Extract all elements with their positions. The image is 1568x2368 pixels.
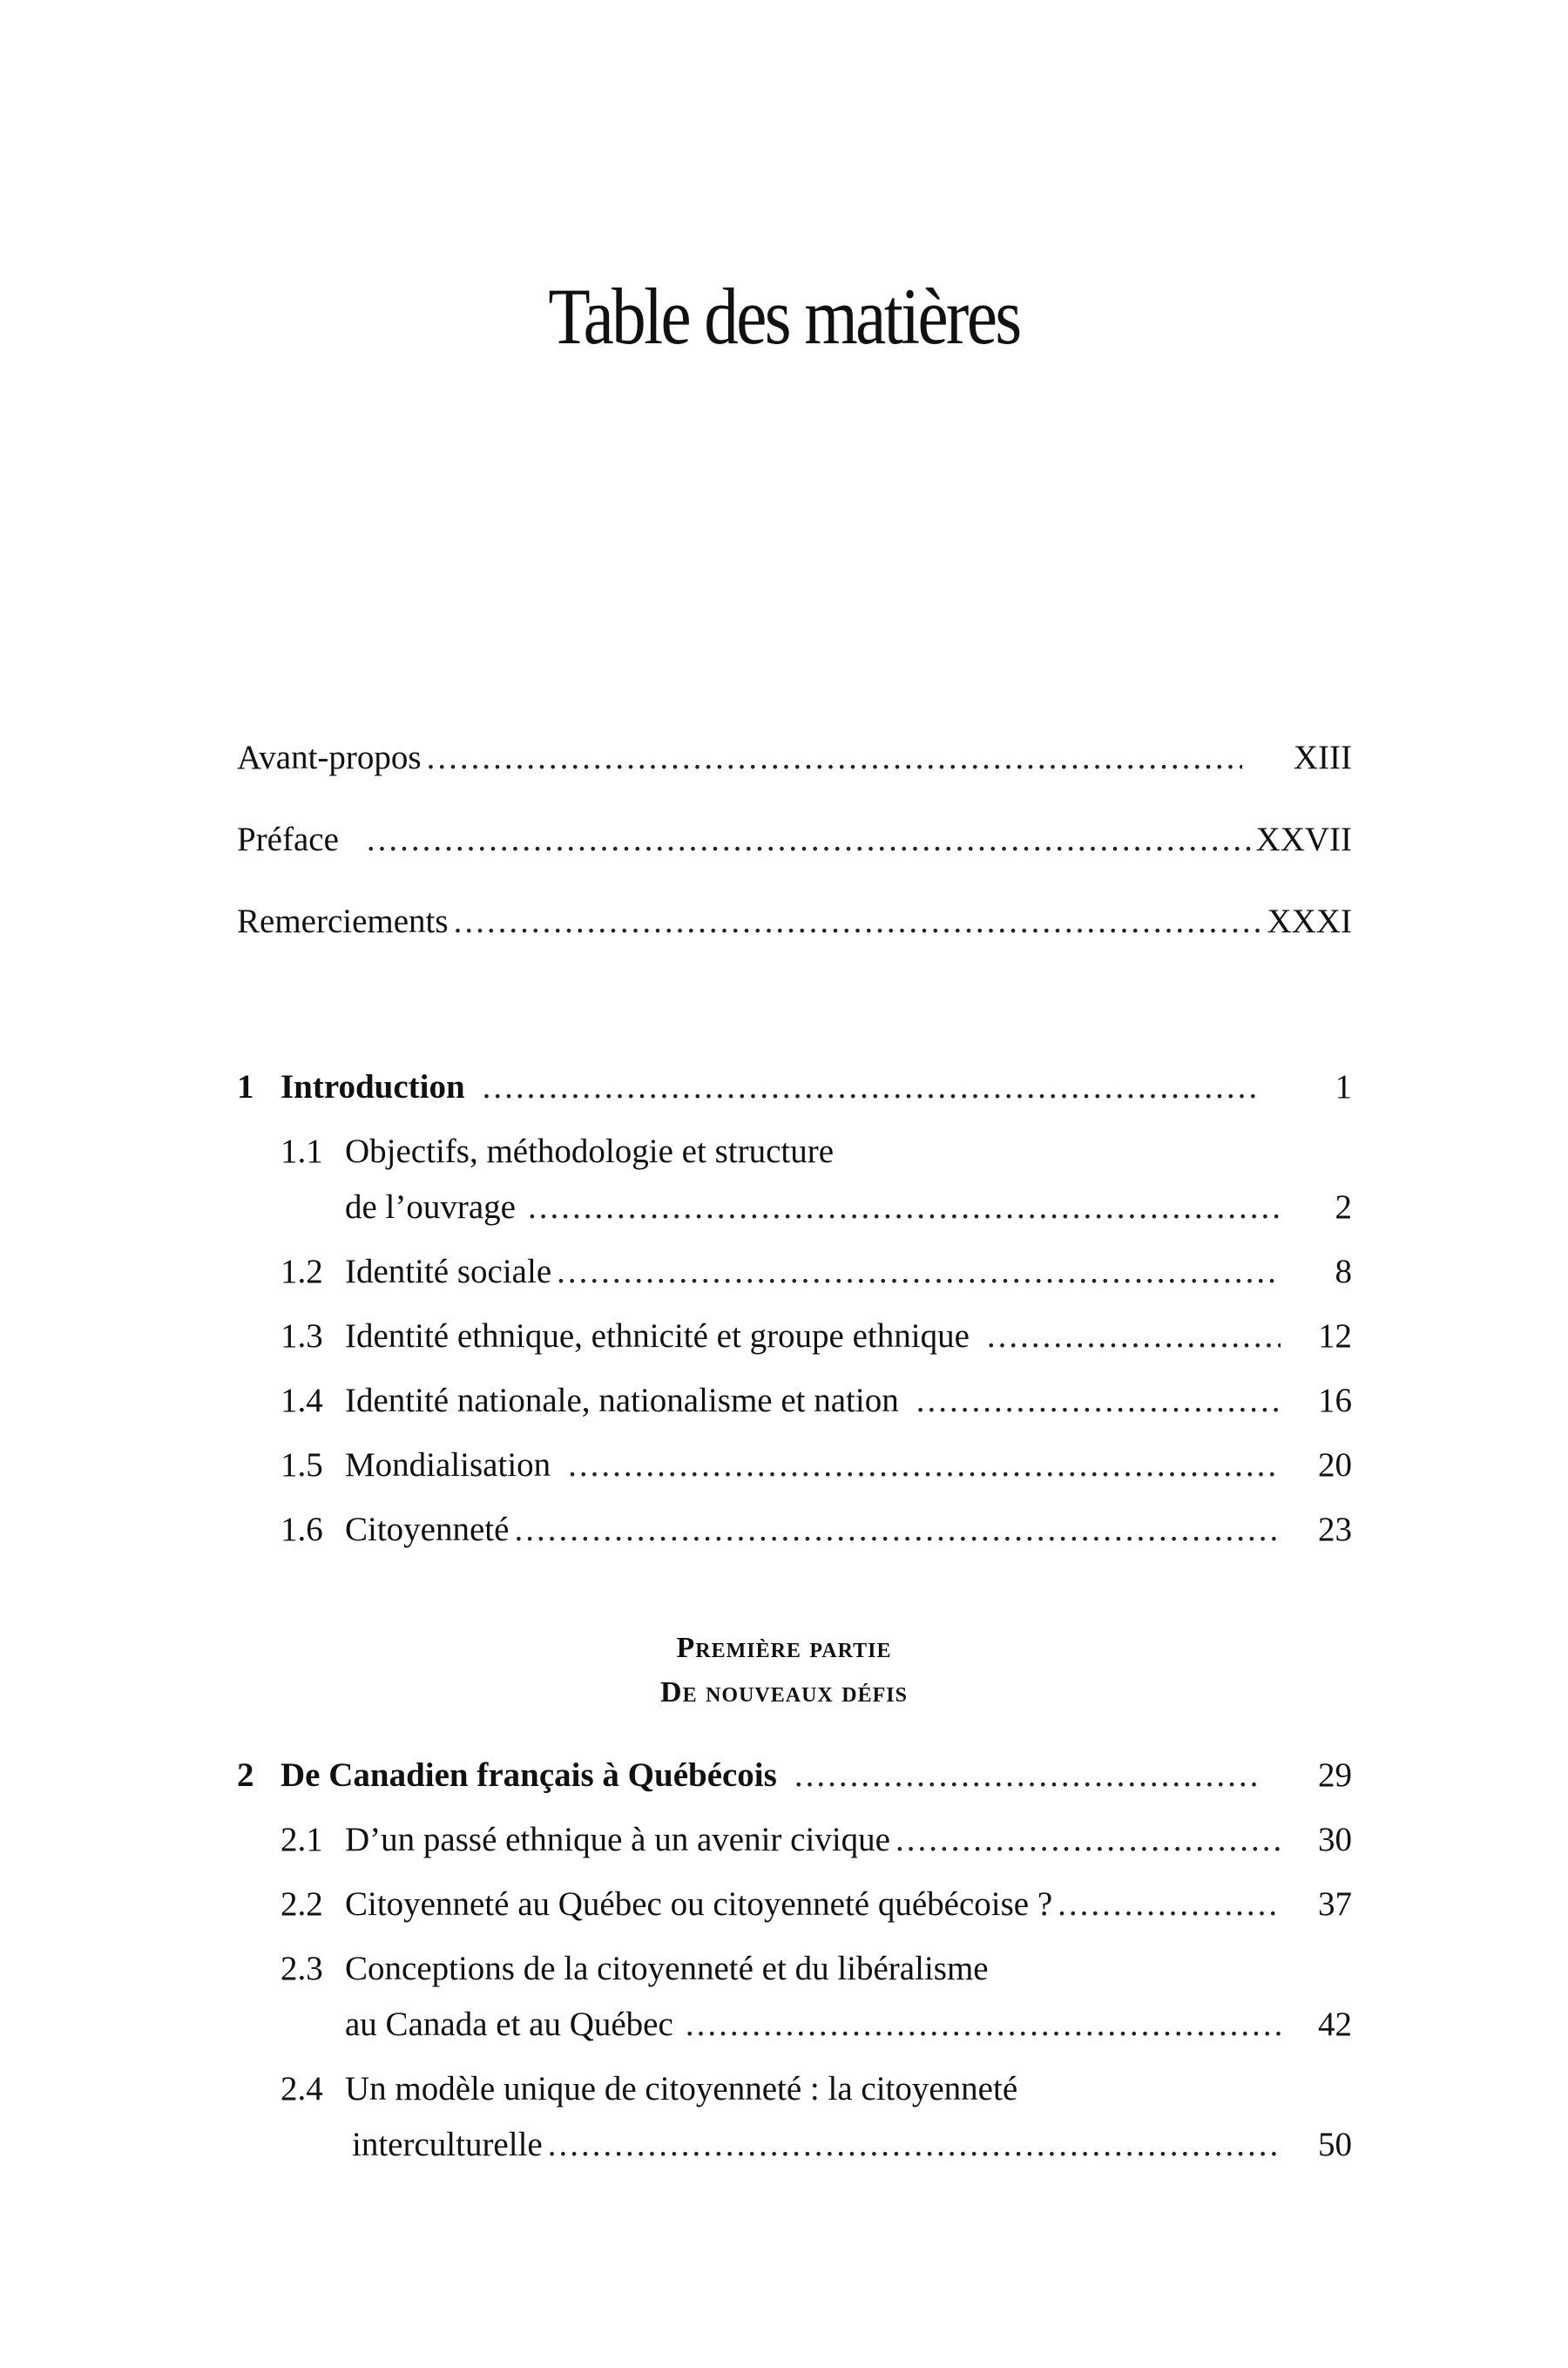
dot-leader xyxy=(427,741,1242,775)
chapter-number: 1 xyxy=(237,1068,254,1106)
toc-entry-remerciements[interactable] xyxy=(237,904,1352,938)
toc-page-number: 20 xyxy=(1318,1446,1352,1484)
toc-page-number: 16 xyxy=(1318,1382,1352,1419)
toc-entry-1-4[interactable] xyxy=(345,1384,1352,1417)
toc-page-number: XIII xyxy=(1293,739,1352,776)
section-number: 2.1 xyxy=(280,1821,323,1858)
chapter-title: Introduction xyxy=(280,1068,465,1106)
toc-page-number: 8 xyxy=(1335,1253,1352,1290)
toc-entry-1-5[interactable] xyxy=(345,1448,1352,1482)
section-number: 2.3 xyxy=(280,1950,323,1987)
dot-leader xyxy=(1058,1887,1281,1921)
section-number: 1.1 xyxy=(280,1133,323,1170)
section-title: Identité ethnique, ethnicité et groupe ethnique xyxy=(345,1317,970,1355)
section-title-line2: de l’ouvrage xyxy=(345,1188,516,1226)
toc-page-number: 42 xyxy=(1318,2006,1352,2043)
part-heading-line1: Première partie xyxy=(676,1632,892,1664)
chapter-title: De Canadien français à Québécois xyxy=(280,1756,777,1794)
dot-leader xyxy=(916,1384,1281,1417)
chapter-number: 2 xyxy=(237,1756,254,1794)
toc-page-number: 37 xyxy=(1318,1885,1352,1923)
toc-page-number: 2 xyxy=(1335,1188,1352,1226)
section-title: Identité nationale, nationalisme et nation xyxy=(345,1382,899,1419)
dot-leader xyxy=(794,1758,1260,1792)
dot-leader xyxy=(454,904,1260,938)
section-number: 2.2 xyxy=(280,1885,323,1923)
toc-page-number: 50 xyxy=(1318,2126,1352,2163)
dot-leader xyxy=(686,2007,1281,2041)
toc-entry-1-1[interactable] xyxy=(345,1190,1352,1224)
toc-page-number: XXXI xyxy=(1267,903,1352,940)
toc-page-number: 1 xyxy=(1335,1068,1352,1106)
section-title-line2: interculturelle xyxy=(352,2126,543,2163)
toc-entry-1-2[interactable] xyxy=(345,1255,1352,1289)
dot-leader xyxy=(896,1823,1281,1857)
section-title: Mondialisation xyxy=(345,1446,551,1484)
toc-entry-label: Préface xyxy=(237,821,339,858)
dot-leader xyxy=(367,822,1251,856)
toc-entry-2-1[interactable] xyxy=(345,1823,1352,1857)
dot-leader xyxy=(528,1190,1281,1224)
section-number: 1.3 xyxy=(280,1317,323,1355)
toc-entry-chapter-2[interactable] xyxy=(280,1758,1352,1792)
toc-entry-2-2[interactable] xyxy=(345,1887,1352,1921)
toc-entry-preface[interactable] xyxy=(237,822,1352,856)
toc-entry-label: Avant-propos xyxy=(237,739,422,776)
section-number: 1.5 xyxy=(280,1446,323,1484)
dot-leader xyxy=(548,2128,1281,2162)
dot-leader xyxy=(568,1448,1281,1482)
section-title-line2: au Canada et au Québec xyxy=(345,2006,673,2043)
part-heading-line2: De nouveaux défis xyxy=(660,1676,908,1708)
toc-entry-2-4[interactable] xyxy=(352,2128,1352,2162)
dot-leader xyxy=(987,1319,1281,1353)
section-number: 1.4 xyxy=(280,1382,323,1419)
toc-entry-avant-propos[interactable] xyxy=(237,741,1352,775)
dot-leader xyxy=(557,1255,1281,1289)
toc-entry-label: Remerciements xyxy=(237,903,449,940)
section-number: 1.2 xyxy=(280,1253,323,1290)
section-title-line1[interactable]: Un modèle unique de citoyenneté : la citoyenneté xyxy=(345,2070,1018,2108)
toc-page-number: XXVII xyxy=(1255,821,1352,858)
dot-leader xyxy=(483,1070,1260,1104)
toc-page-number: 29 xyxy=(1318,1756,1352,1794)
toc-entry-1-3[interactable] xyxy=(345,1319,1352,1353)
section-title: Identité sociale xyxy=(345,1253,552,1290)
section-title-line1[interactable]: Conceptions de la citoyenneté et du libéralisme xyxy=(345,1950,989,1987)
toc-page-number: 30 xyxy=(1318,1821,1352,1858)
toc-entry-chapter-1[interactable] xyxy=(280,1070,1352,1104)
page-title: Table des matières xyxy=(548,272,1020,361)
toc-page-number: 23 xyxy=(1318,1511,1352,1548)
section-title-line1[interactable]: Objectifs, méthodologie et structure xyxy=(345,1133,835,1170)
toc-entry-2-3[interactable] xyxy=(345,2007,1352,2041)
section-title: D’un passé ethnique à un avenir civique xyxy=(345,1821,890,1858)
dot-leader xyxy=(514,1512,1281,1546)
toc-page-number: 12 xyxy=(1318,1317,1352,1355)
section-title: Citoyenneté xyxy=(345,1511,510,1548)
toc-entry-1-6[interactable] xyxy=(345,1512,1352,1546)
section-number: 1.6 xyxy=(280,1511,323,1548)
section-number: 2.4 xyxy=(280,2070,323,2108)
section-title: Citoyenneté au Québec ou citoyenneté québécoise ? xyxy=(345,1885,1053,1923)
